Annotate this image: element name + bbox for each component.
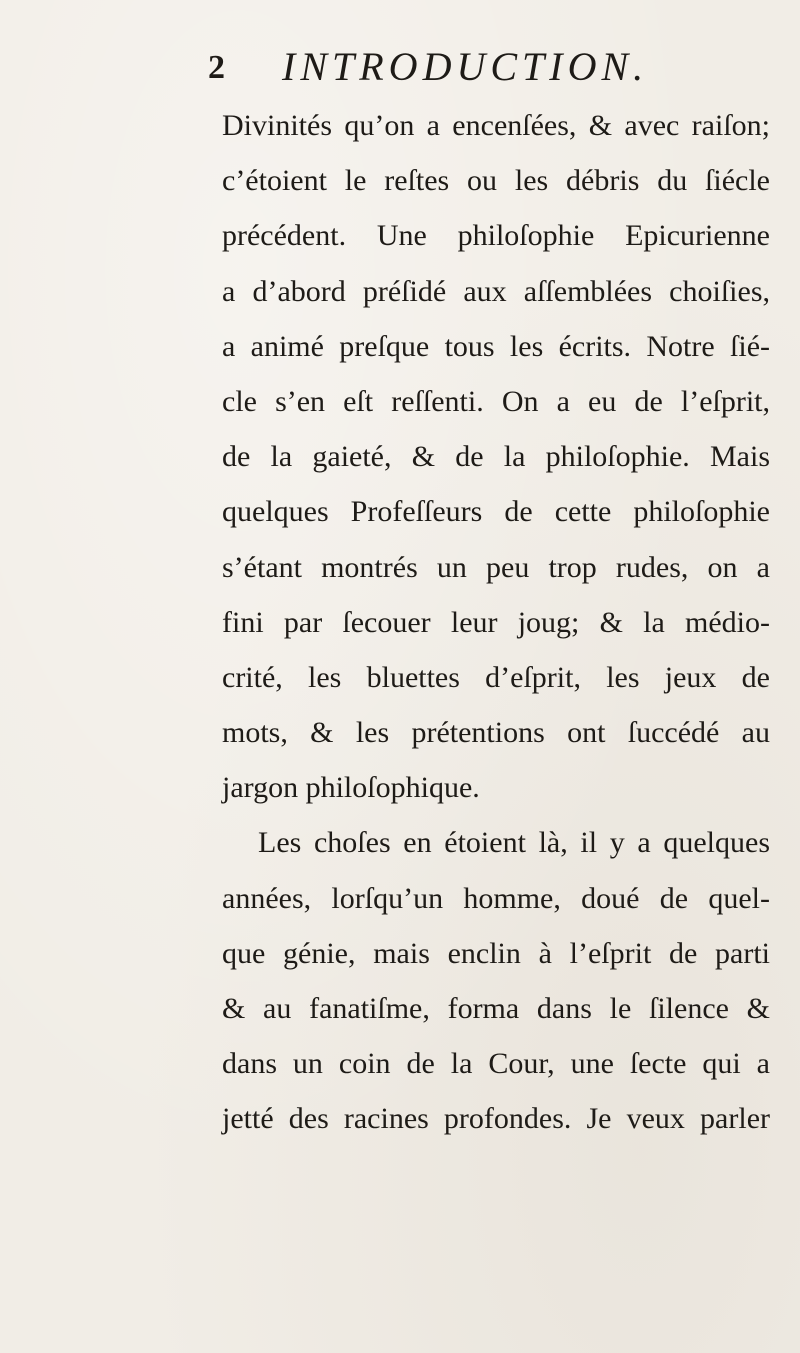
text-line-7: de la gaieté, & de la philoſophie. Mais (222, 440, 770, 474)
text-line-4: a d’abord préſidé aux aſſemblées choiſies, (222, 274, 770, 308)
running-head: INTRODUCTION. (282, 44, 649, 89)
text-line-14: Les choſes en étoient là, il y a quelques (258, 826, 770, 860)
text-line-11: crité, les bluettes d’eſprit, les jeux de (222, 660, 770, 694)
text-line-8: quelques Profeſſeurs de cette philoſophie (222, 495, 770, 529)
text-line-3: précédent. Une philoſophie Epicurienne (222, 219, 770, 253)
text-line-10: fini par ſecouer leur joug; & la médio- (222, 605, 770, 639)
text-line-12: mots, & les prétentions ont ſuccédé au (222, 716, 770, 750)
text-line-18: dans un coin de la Cour, une ſecte qui a (222, 1047, 770, 1081)
text-line-15: années, lorſqu’un homme, doué de quel- (222, 881, 770, 915)
text-line-16: que génie, mais enclin à l’eſprit de parti (222, 936, 770, 970)
text-line-1: Divinités qu’on a encenſées, & avec raiſon; (222, 109, 770, 142)
page-number: 2 (208, 49, 225, 86)
text-line-2: c’étoient le reſtes ou les débris du ſiécle (222, 164, 770, 198)
text-line-13: jargon philoſophique. (222, 771, 480, 805)
text-line-6: cle s’en eſt reſſenti. On a eu de l’eſprit, (222, 384, 770, 418)
page-header (0, 44, 800, 94)
text-line-9: s’étant montrés un peu trop rudes, on a (222, 550, 770, 584)
text-line-5: a animé preſque tous les écrits. Notre ſié- (222, 329, 770, 363)
text-line-19: jetté des racines profondes. Je veux parler (222, 1102, 770, 1136)
text-line-17: & au fanatiſme, forma dans le ſilence & (222, 992, 770, 1025)
body-text (222, 98, 770, 1147)
